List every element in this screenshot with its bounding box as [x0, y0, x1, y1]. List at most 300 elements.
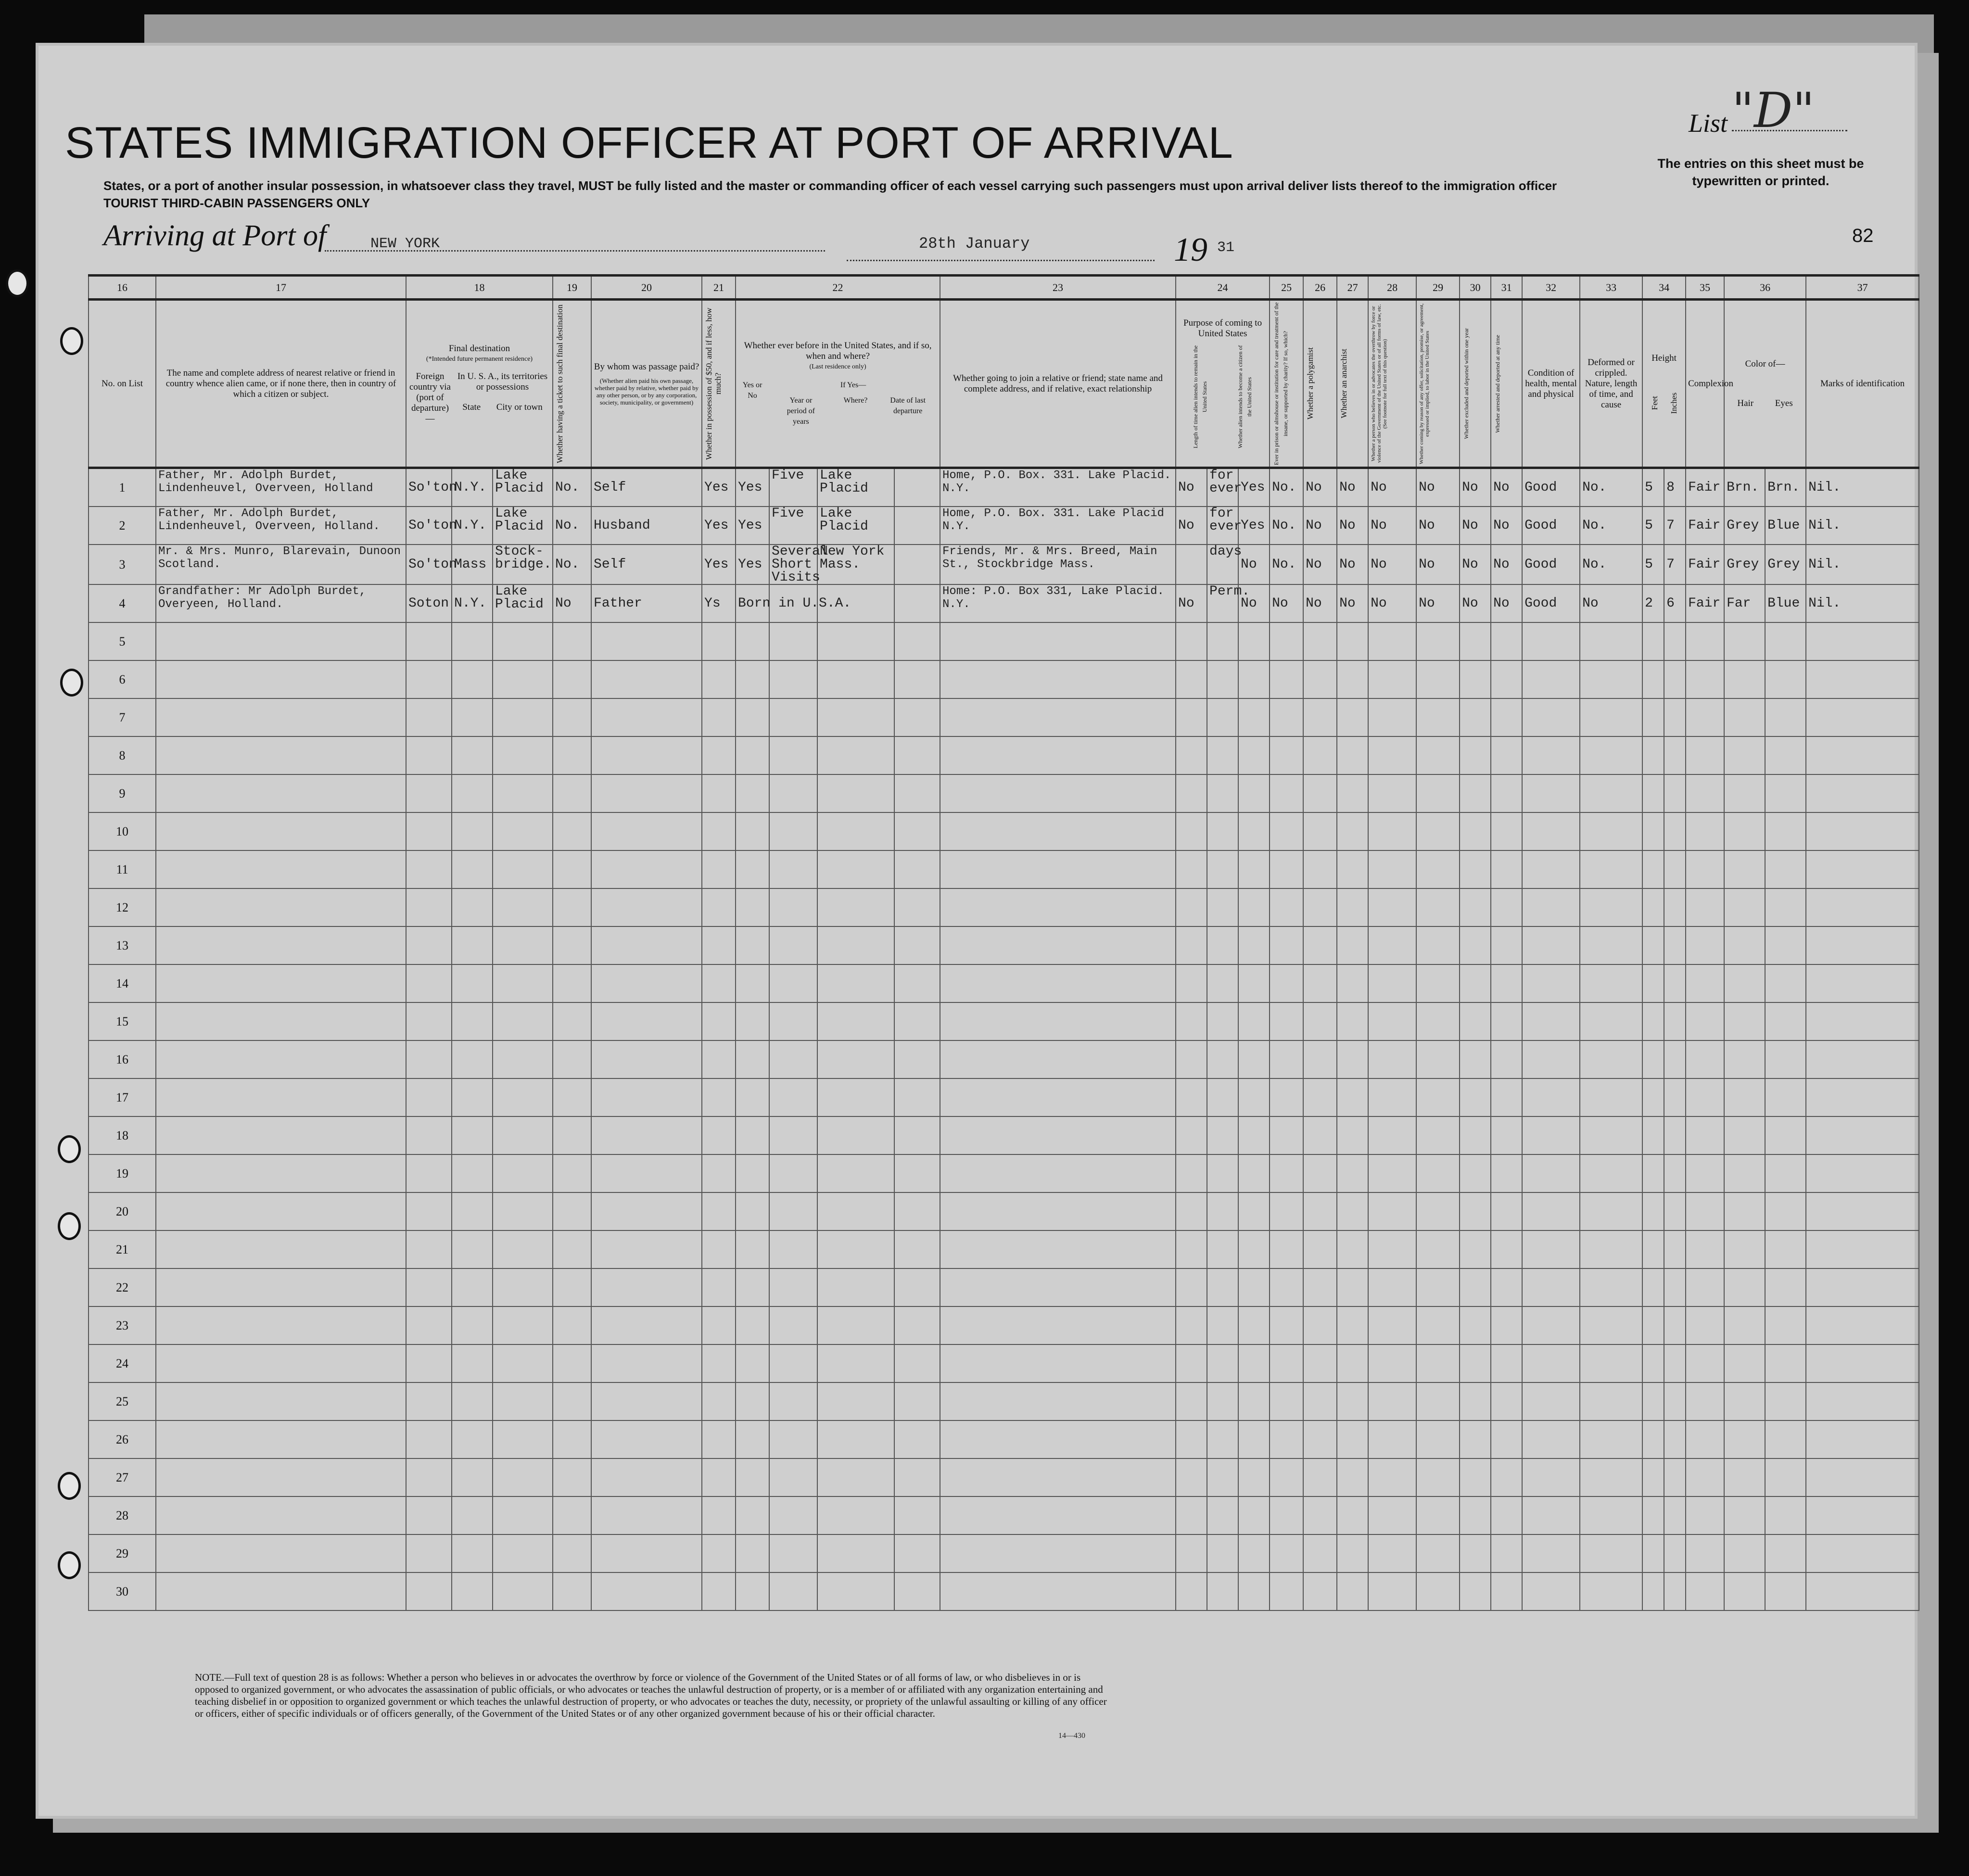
cell-citizen: [1238, 850, 1270, 888]
cell-paid: [591, 1192, 702, 1230]
foreign-country-label: Foreign country via (port of departure)—: [409, 371, 451, 424]
cell-health: [1522, 1078, 1580, 1116]
cell-ticket: [553, 774, 591, 812]
cell-complexion: [1686, 1534, 1724, 1572]
cell-feet: [1642, 622, 1664, 660]
cell-feet: [1642, 888, 1664, 926]
cell-anarchist: [1337, 1116, 1368, 1154]
cell-arrested: [1491, 736, 1522, 774]
cell-join: [940, 812, 1176, 850]
cell-ever: [736, 660, 769, 698]
cell-polygamist: No: [1303, 545, 1337, 584]
cell-paid: [591, 888, 702, 926]
cell-polygamist: [1303, 850, 1337, 888]
cell-complexion: [1686, 1306, 1724, 1344]
cell-fifty: [702, 736, 736, 774]
cell-prison: [1270, 698, 1303, 736]
cell-hair: [1724, 1116, 1765, 1154]
cell-relative: [156, 1192, 406, 1230]
cell-marks: [1806, 1268, 1919, 1306]
cell-overthrow: [1368, 1344, 1416, 1382]
inches-label: Inches: [1669, 393, 1678, 414]
cell-date: [894, 888, 940, 926]
cell-deformed: [1580, 812, 1642, 850]
cell-deformed: [1580, 1344, 1642, 1382]
colnum: 29: [1416, 276, 1460, 300]
cell-remain: [1207, 1572, 1238, 1610]
remain-label: Length of time alien intends to remain in the United States: [1192, 345, 1208, 448]
cell-marks: [1806, 812, 1919, 850]
table-row: [89, 622, 1919, 660]
cell-ticket: [553, 1420, 591, 1458]
cell-inches: 7: [1664, 507, 1686, 545]
cell-relative: [156, 1268, 406, 1306]
cell-prison: [1270, 812, 1303, 850]
cell-marks: [1806, 1534, 1919, 1572]
cell-state: [452, 1040, 493, 1078]
colnum: 21: [702, 276, 736, 300]
cell-date: [894, 1344, 940, 1382]
cell-inches: [1664, 1496, 1686, 1534]
cell-paid: [591, 1002, 702, 1040]
cell-state: [452, 926, 493, 964]
cell-arrested: [1491, 1230, 1522, 1268]
final-destination-note: (*Intended future permanent residence): [426, 355, 533, 363]
cell-where: [817, 774, 894, 812]
cell-overthrow: [1368, 850, 1416, 888]
cell-arrested: [1491, 660, 1522, 698]
cell-ever: [736, 774, 769, 812]
colnum: 16: [89, 276, 156, 300]
cell-marks: [1806, 1306, 1919, 1344]
cell-feet: [1642, 1382, 1664, 1420]
cell-deformed: [1580, 888, 1642, 926]
colnum: 31: [1491, 276, 1522, 300]
cell-where: [817, 622, 894, 660]
cell-eyes: [1765, 850, 1806, 888]
cell-complexion: [1686, 1192, 1724, 1230]
row-number: 2: [89, 507, 156, 545]
cell-city: [493, 1382, 553, 1420]
row-number: 30: [89, 1572, 156, 1610]
cell-years: [769, 1078, 817, 1116]
table-row: [89, 1382, 1919, 1420]
cell-health: Good: [1522, 507, 1580, 545]
cell-inches: [1664, 1154, 1686, 1192]
cell-inches: [1664, 1420, 1686, 1458]
cell-hair: [1724, 622, 1765, 660]
binder-hole: [60, 327, 83, 355]
cell-foreign: [406, 736, 452, 774]
cell-eyes: [1765, 1306, 1806, 1344]
cell-join: [940, 926, 1176, 964]
cell-ever: [736, 698, 769, 736]
cell-fifty: [702, 1534, 736, 1572]
cell-marks: [1806, 698, 1919, 736]
cell-arrested: [1491, 1192, 1522, 1230]
city-label: City or town: [496, 402, 543, 412]
cell-hair: [1724, 774, 1765, 812]
colnum: 35: [1686, 276, 1724, 300]
cell-inches: [1664, 622, 1686, 660]
cell-deformed: No: [1580, 584, 1642, 622]
cell-inches: [1664, 888, 1686, 926]
page-title: STATES IMMIGRATION OFFICER AT PORT OF ARRIVAL: [65, 118, 1233, 167]
cell-arrested: [1491, 1382, 1522, 1420]
cell-fifty: [702, 812, 736, 850]
cell-fifty: [702, 1306, 736, 1344]
cell-where: [817, 1040, 894, 1078]
cell-citizen: Yes: [1238, 468, 1270, 507]
cell-arrested: [1491, 1496, 1522, 1534]
cell-foreign: [406, 1496, 452, 1534]
cell-prison: [1270, 1040, 1303, 1078]
cell-anarchist: [1337, 1078, 1368, 1116]
cell-remain: [1207, 736, 1238, 774]
cell-where: [817, 926, 894, 964]
cell-marks: [1806, 1458, 1919, 1496]
cell-health: [1522, 812, 1580, 850]
cell-inches: [1664, 1040, 1686, 1078]
row-number: 4: [89, 584, 156, 622]
cell-relative: [156, 1040, 406, 1078]
cell-fifty: Yes: [702, 468, 736, 507]
cell-deformed: [1580, 1306, 1642, 1344]
cell-excluded: [1460, 1002, 1491, 1040]
cell-feet: [1642, 1534, 1664, 1572]
cell-excluded: [1460, 1458, 1491, 1496]
cell-ever: [736, 736, 769, 774]
cell-polygamist: [1303, 698, 1337, 736]
cell-ever: [736, 622, 769, 660]
cell-prison: [1270, 1458, 1303, 1496]
cell-labor: [1416, 774, 1460, 812]
cell-remain: [1207, 1382, 1238, 1420]
cell-foreign: [406, 1344, 452, 1382]
cell-relative: Father, Mr. Adolph Burdet, Lindenheuvel, Overveen, Holland: [156, 468, 406, 507]
cell-labor: No: [1416, 468, 1460, 507]
cell-ticket: [553, 1116, 591, 1154]
possession-50-label: Whether in possession of $50, and if less, how much?: [704, 307, 723, 460]
cell-marks: [1806, 1572, 1919, 1610]
cell-fifty: [702, 1230, 736, 1268]
cell-foreign: [406, 698, 452, 736]
cell-complexion: Fair: [1686, 545, 1724, 584]
row-number: 1: [89, 468, 156, 507]
cell-polygamist: [1303, 1344, 1337, 1382]
cell-years: [769, 888, 817, 926]
cell-deformed: No.: [1580, 507, 1642, 545]
cell-foreign: So'ton: [406, 507, 452, 545]
cell-ticket: [553, 888, 591, 926]
cell-where: [817, 888, 894, 926]
cell-citizen: [1238, 1230, 1270, 1268]
cell-labor: [1416, 812, 1460, 850]
cell-prison: [1270, 622, 1303, 660]
cell-citizen: [1238, 926, 1270, 964]
cell-citizen: [1238, 1382, 1270, 1420]
cell-prison: [1270, 1230, 1303, 1268]
overthrow-label: Whether a person who believes in or advocates the overthrow by force or violence of the Government of the United States or of all forms of law, etc. (See footnote for full text of this question): [1371, 304, 1388, 463]
cell-where: New York Mass.: [817, 545, 894, 584]
cell-anarchist: [1337, 888, 1368, 926]
cell-excluded: [1460, 698, 1491, 736]
row-number: 27: [89, 1458, 156, 1496]
cell-paid: [591, 1040, 702, 1078]
cell-arrested: No: [1491, 545, 1522, 584]
cell-purpose: [1176, 1192, 1207, 1230]
cell-deformed: [1580, 926, 1642, 964]
cell-date: [894, 1496, 940, 1534]
cell-complexion: [1686, 1268, 1724, 1306]
cell-city: [493, 1154, 553, 1192]
cell-ever: [736, 1078, 769, 1116]
cell-where: [817, 1116, 894, 1154]
cell-arrested: [1491, 1116, 1522, 1154]
row-number: 18: [89, 1116, 156, 1154]
cell-relative: [156, 1078, 406, 1116]
cell-foreign: So'ton: [406, 468, 452, 507]
cell-ever: [736, 850, 769, 888]
table-row: [89, 774, 1919, 812]
cell-date: [894, 1154, 940, 1192]
cell-state: N.Y.: [452, 507, 493, 545]
cell-relative: [156, 1002, 406, 1040]
cell-citizen: [1238, 1344, 1270, 1382]
cell-prison: [1270, 1306, 1303, 1344]
cell-polygamist: [1303, 1382, 1337, 1420]
date-value: 28th January: [919, 235, 1030, 253]
cell-complexion: [1686, 926, 1724, 964]
cell-hair: [1724, 1306, 1765, 1344]
cell-overthrow: [1368, 1078, 1416, 1116]
cell-deformed: [1580, 1458, 1642, 1496]
cell-excluded: [1460, 812, 1491, 850]
cell-feet: [1642, 660, 1664, 698]
cell-foreign: Soton: [406, 584, 452, 622]
cell-marks: [1806, 1116, 1919, 1154]
header-deformed: Deformed or crippled. Nature, length of time, and cause: [1580, 300, 1642, 468]
cell-hair: Far: [1724, 584, 1765, 622]
cell-city: [493, 736, 553, 774]
cell-citizen: [1238, 1040, 1270, 1078]
cell-fifty: [702, 1154, 736, 1192]
cell-purpose: [1176, 1344, 1207, 1382]
cell-labor: [1416, 1192, 1460, 1230]
cell-city: Lake Placid: [493, 468, 553, 507]
cell-citizen: [1238, 774, 1270, 812]
cell-anarchist: [1337, 1306, 1368, 1344]
cell-ever: [736, 1116, 769, 1154]
excluded-label: Whether excluded and deported within one year: [1463, 328, 1470, 439]
cell-ticket: [553, 1496, 591, 1534]
table-row: [89, 698, 1919, 736]
cell-labor: [1416, 888, 1460, 926]
cell-purpose: [1176, 545, 1207, 584]
cell-where: [817, 1230, 894, 1268]
cell-fifty: [702, 1268, 736, 1306]
header-passage-paid: [591, 300, 702, 468]
cell-inches: 8: [1664, 468, 1686, 507]
header-ever-before: [736, 300, 940, 468]
cell-fifty: Yes: [702, 507, 736, 545]
cell-feet: 5: [1642, 507, 1664, 545]
cell-join: [940, 1040, 1176, 1078]
cell-labor: [1416, 1344, 1460, 1382]
cell-city: [493, 698, 553, 736]
cell-feet: [1642, 1116, 1664, 1154]
cell-health: [1522, 1458, 1580, 1496]
cell-ever: [736, 1306, 769, 1344]
cell-state: [452, 1344, 493, 1382]
cell-remain: for ever: [1207, 507, 1238, 545]
cell-city: [493, 1496, 553, 1534]
cell-prison: [1270, 850, 1303, 888]
list-value: "D": [1732, 91, 1847, 131]
cell-deformed: [1580, 964, 1642, 1002]
cell-city: [493, 1040, 553, 1078]
in-usa-label: In U. S. A., its territories or possessions: [457, 371, 548, 392]
cell-foreign: [406, 888, 452, 926]
cell-ever: [736, 1496, 769, 1534]
cell-marks: [1806, 660, 1919, 698]
header-possession-50: [702, 300, 736, 468]
cell-citizen: [1238, 698, 1270, 736]
colnum: 24: [1176, 276, 1270, 300]
cell-eyes: [1765, 888, 1806, 926]
cell-remain: [1207, 812, 1238, 850]
cell-join: [940, 1572, 1176, 1610]
cell-overthrow: No: [1368, 545, 1416, 584]
cell-overthrow: [1368, 1040, 1416, 1078]
cell-years: [769, 622, 817, 660]
cell-join: [940, 1344, 1176, 1382]
cell-city: [493, 926, 553, 964]
cell-remain: days: [1207, 545, 1238, 584]
cell-arrested: [1491, 888, 1522, 926]
cell-state: [452, 736, 493, 774]
cell-purpose: No: [1176, 468, 1207, 507]
cell-excluded: [1460, 1116, 1491, 1154]
header-no-on-list: No. on List: [89, 300, 156, 468]
cell-deformed: [1580, 1496, 1642, 1534]
colnum: 30: [1460, 276, 1491, 300]
cell-years: Five: [769, 507, 817, 545]
row-number: 6: [89, 660, 156, 698]
cell-join: [940, 1496, 1176, 1534]
cell-marks: [1806, 1420, 1919, 1458]
cell-ever: Yes: [736, 468, 769, 507]
cell-excluded: [1460, 622, 1491, 660]
cell-fifty: [702, 660, 736, 698]
cell-state: [452, 1230, 493, 1268]
cell-eyes: [1765, 1040, 1806, 1078]
cell-excluded: [1460, 1040, 1491, 1078]
cell-feet: [1642, 964, 1664, 1002]
cell-health: [1522, 774, 1580, 812]
cell-purpose: [1176, 850, 1207, 888]
year-period-label: Year or period of years: [787, 396, 815, 426]
labor-label: Whether coming by reason of any offer, solicitation, promise, or agreement, expressed or implied, to labor in the United States: [1419, 303, 1431, 464]
cell-marks: [1806, 1040, 1919, 1078]
cell-years: [769, 1002, 817, 1040]
cell-arrested: [1491, 1306, 1522, 1344]
cell-polygamist: [1303, 812, 1337, 850]
cell-eyes: [1765, 1116, 1806, 1154]
table-row: [89, 736, 1919, 774]
cell-join: Home, P.O. Box. 331. Lake Placid. N.Y.: [940, 468, 1176, 507]
cell-eyes: [1765, 660, 1806, 698]
cell-relative: [156, 1420, 406, 1458]
cell-date: [894, 1420, 940, 1458]
cell-join: [940, 888, 1176, 926]
cell-hair: [1724, 1534, 1765, 1572]
cell-years: [769, 698, 817, 736]
cell-paid: [591, 1496, 702, 1534]
cell-health: [1522, 736, 1580, 774]
cell-feet: [1642, 1154, 1664, 1192]
cell-feet: [1642, 736, 1664, 774]
cell-inches: [1664, 698, 1686, 736]
cell-relative: [156, 964, 406, 1002]
cell-purpose: [1176, 1534, 1207, 1572]
cell-anarchist: No: [1337, 468, 1368, 507]
cell-prison: [1270, 1154, 1303, 1192]
cell-prison: [1270, 1572, 1303, 1610]
cell-fifty: [702, 964, 736, 1002]
cell-overthrow: [1368, 964, 1416, 1002]
cell-polygamist: No: [1303, 584, 1337, 622]
class-line: TOURIST THIRD-CABIN PASSENGERS ONLY: [103, 196, 370, 210]
year-suffix: 31: [1217, 240, 1235, 256]
cell-city: [493, 774, 553, 812]
cell-marks: [1806, 622, 1919, 660]
cell-ticket: [553, 1534, 591, 1572]
cell-city: [493, 1534, 553, 1572]
cell-hair: Brn.: [1724, 468, 1765, 507]
cell-excluded: [1460, 926, 1491, 964]
cell-relative: [156, 888, 406, 926]
cell-labor: [1416, 698, 1460, 736]
cell-arrested: [1491, 774, 1522, 812]
cell-deformed: [1580, 1078, 1642, 1116]
colnum: 28: [1368, 276, 1416, 300]
cell-polygamist: [1303, 1116, 1337, 1154]
cell-anarchist: [1337, 1040, 1368, 1078]
cell-prison: No.: [1270, 468, 1303, 507]
cell-years: [769, 1306, 817, 1344]
manifest-table: [88, 274, 1919, 1611]
cell-anarchist: [1337, 1382, 1368, 1420]
cell-deformed: [1580, 1572, 1642, 1610]
cell-marks: [1806, 1002, 1919, 1040]
cell-anarchist: [1337, 1002, 1368, 1040]
cell-anarchist: [1337, 850, 1368, 888]
cell-years: Five: [769, 468, 817, 507]
cell-feet: 5: [1642, 468, 1664, 507]
header-purpose: [1176, 300, 1270, 468]
cell-relative: [156, 812, 406, 850]
header-final-destination: [406, 300, 553, 468]
cell-arrested: [1491, 926, 1522, 964]
cell-paid: Husband: [591, 507, 702, 545]
cell-ticket: [553, 1344, 591, 1382]
cell-paid: [591, 1078, 702, 1116]
cell-overthrow: [1368, 660, 1416, 698]
cell-complexion: [1686, 1154, 1724, 1192]
cell-polygamist: [1303, 1572, 1337, 1610]
cell-city: Lake Placid: [493, 584, 553, 622]
